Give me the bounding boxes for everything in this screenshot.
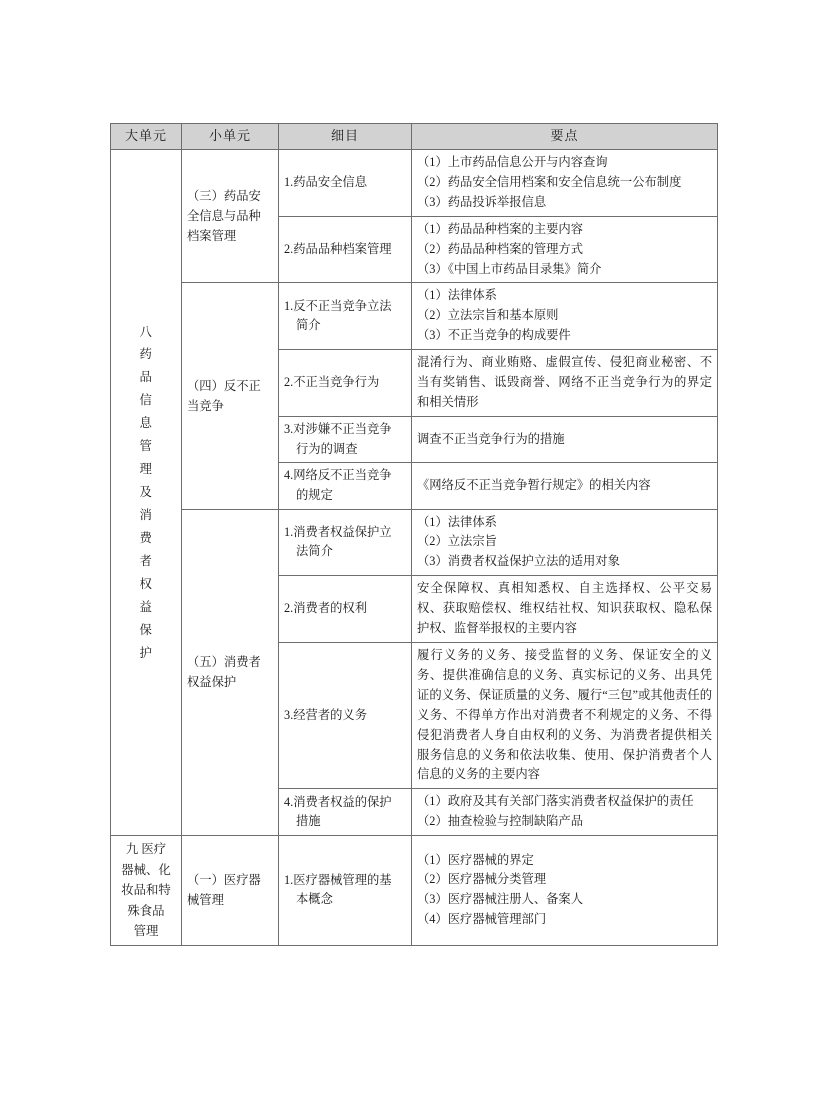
big-unit-char: 息 — [139, 416, 153, 431]
big-unit-char: 者 — [139, 553, 153, 568]
sub-unit-line-text: （一）医疗器 — [187, 873, 261, 888]
detail-line: 法简介 — [296, 544, 333, 559]
key-point: （2）立法宗旨和基本原则 — [417, 308, 559, 323]
sub-unit-line — [187, 186, 273, 206]
detail-line: 的规定 — [296, 487, 333, 502]
key-point-paragraph: 调查不正当竞争行为的措施 — [417, 431, 565, 446]
big-unit-char: 药 — [139, 347, 153, 362]
detail-cell — [279, 576, 412, 643]
table-row — [111, 150, 718, 217]
column-header-sub-unit: 小单元 — [182, 124, 279, 150]
sub-unit-line-text: （四）反不正 — [187, 378, 261, 393]
column-header-detail: 细目 — [279, 124, 412, 150]
table-row — [111, 283, 718, 350]
detail-cell — [279, 463, 412, 509]
detail-line: 4.网络反不正当竞争 — [284, 468, 392, 483]
column-header-key-points: 要点 — [412, 124, 718, 150]
big-unit-line: 九 医疗 — [125, 842, 167, 857]
key-point: （1）法律体系 — [417, 288, 497, 303]
key-point: （2）立法宗旨 — [417, 534, 497, 549]
key-points-cell — [412, 216, 718, 283]
big-unit-line: 殊食品 — [127, 903, 165, 918]
detail-line: 4.消费者权益的保护 — [284, 794, 392, 809]
detail-cell — [279, 416, 412, 462]
sub-unit-cell-3 — [182, 150, 279, 283]
detail-cell — [279, 150, 412, 217]
key-point-paragraph: 履行义务的义务、接受监督的义务、保证安全的义务、提供准确信息的义务、真实标记的义务、出具凭证的义务、保证质量的义务、履行“三包”或其他责任的义务、不得单方作出对消费者不利规定的义务、不得侵犯消费者人身自由权利的义务、为消费者提供相关服务信息的义务和依法收集、使用、保护消费者个人信息的义务的主要内容 — [417, 648, 712, 782]
key-point-paragraph: 安全保障权、真相知悉权、自主选择权、公平交易权、获取赔偿权、维权结社权、知识获取权、隐私保护权、监督举报权的主要内容 — [417, 581, 712, 636]
big-unit-char: 理 — [139, 462, 153, 477]
key-points-cell — [412, 283, 718, 350]
key-points-cell — [412, 463, 718, 509]
key-points-cell — [412, 350, 718, 417]
sub-unit-cell-5 — [182, 509, 279, 836]
big-unit-char: 权 — [139, 576, 153, 591]
detail-cell — [279, 216, 412, 283]
key-point: （2）药品安全信用档案和安全信息统一公布制度 — [417, 174, 682, 189]
big-unit-char: 费 — [139, 530, 153, 545]
big-unit-char: 品 — [139, 370, 153, 385]
sub-unit-cell-4 — [182, 283, 279, 509]
key-point: （1）上市药品信息公开与内容查询 — [417, 155, 608, 169]
detail-line: 2.不正当竞争行为 — [284, 375, 380, 390]
key-point: （4）医疗器械管理部门 — [417, 912, 547, 927]
key-points-cell — [412, 643, 718, 789]
detail-line: 本概念 — [296, 892, 333, 907]
big-unit-char: 保 — [139, 622, 153, 637]
big-unit-cell-8 — [111, 150, 182, 836]
sub-unit-line: 全信息与品种 — [187, 209, 261, 224]
key-points-cell — [412, 416, 718, 462]
table-row — [111, 836, 718, 945]
sub-unit-cell-9-1 — [182, 836, 279, 945]
key-points-cell — [412, 836, 718, 945]
detail-line: 简介 — [296, 318, 321, 333]
key-point: （1）法律体系 — [417, 514, 497, 529]
sub-unit-line: 档案管理 — [187, 229, 237, 244]
key-point: （3）《中国上市药品目录集》简介 — [417, 261, 602, 276]
detail-cell — [279, 789, 412, 836]
sub-unit-line: 械管理 — [187, 893, 224, 908]
key-point-paragraph: 《网络反不正当竞争暂行规定》的相关内容 — [417, 477, 651, 492]
detail-cell — [279, 836, 412, 945]
key-point: （2）医疗器械分类管理 — [417, 872, 547, 887]
sub-unit-line-text: （五）消费者 — [187, 655, 261, 670]
detail-line: 2.消费者的权利 — [284, 601, 368, 616]
big-unit-char: 八 — [139, 324, 153, 339]
detail-line: 1.药品安全信息 — [284, 175, 368, 190]
big-unit-cell-9 — [111, 836, 182, 945]
detail-cell — [279, 643, 412, 789]
big-unit-char: 益 — [139, 599, 153, 614]
key-point: （1）政府及其有关部门落实消费者权益保护的责任 — [417, 794, 694, 809]
big-unit-line: 管理 — [133, 924, 159, 939]
big-unit-char: 消 — [139, 508, 153, 523]
key-point: （3）药品投诉举报信息 — [417, 194, 547, 209]
key-points-cell — [412, 576, 718, 643]
key-point: （1）医疗器械的界定 — [417, 852, 534, 867]
syllabus-table — [110, 123, 718, 946]
detail-cell — [279, 350, 412, 417]
table-header-row — [111, 124, 718, 150]
detail-line: 1.反不正当竞争立法 — [284, 298, 392, 313]
key-point: （3）消费者权益保护立法的适用对象 — [417, 554, 620, 569]
key-points-cell — [412, 789, 718, 836]
key-points-cell — [412, 150, 718, 217]
detail-line: 3.对涉嫌不正当竞争 — [284, 421, 392, 436]
column-header-big-unit: 大单元 — [111, 124, 182, 150]
detail-line: 1.消费者权益保护立 — [284, 524, 392, 539]
sub-unit-line: 当竞争 — [187, 399, 224, 413]
detail-line: 1.医疗器械管理的基 — [284, 872, 392, 887]
table-row — [111, 509, 718, 576]
key-points-cell — [412, 509, 718, 576]
sub-unit-line-text: （三）药品安 — [187, 188, 261, 203]
big-unit-char: 管 — [139, 439, 153, 454]
key-point: （2）抽查检验与控制缺陷产品 — [417, 814, 584, 829]
key-point: （3）医疗器械注册人、备案人 — [417, 892, 584, 907]
detail-line: 3.经营者的义务 — [284, 707, 368, 722]
big-unit-char: 及 — [139, 485, 153, 500]
sub-unit-line — [187, 376, 273, 396]
key-point: （2）药品品种档案的管理方式 — [417, 241, 584, 256]
key-point: （3）不正当竞争的构成要件 — [417, 328, 571, 343]
detail-cell — [279, 509, 412, 576]
key-point: （1）药品品种档案的主要内容 — [417, 221, 584, 236]
big-unit-line: 器械、化 — [121, 862, 171, 877]
sub-unit-line: 权益保护 — [187, 675, 237, 690]
detail-line: 2.药品品种档案管理 — [284, 241, 392, 256]
detail-cell — [279, 283, 412, 350]
key-point-paragraph: 混淆行为、商业贿赂、虚假宣传、侵犯商业秘密、不当有奖销售、诋毁商誉、网络不正当竞争行为的界定和相关情形 — [417, 355, 712, 409]
sub-unit-line — [187, 870, 273, 890]
big-unit-char: 信 — [139, 393, 153, 408]
detail-line: 措施 — [296, 814, 321, 829]
big-unit-char: 护 — [139, 645, 153, 660]
detail-line: 行为的调查 — [296, 441, 358, 456]
sub-unit-line — [187, 652, 273, 672]
big-unit-line: 妆品和特 — [121, 883, 171, 898]
